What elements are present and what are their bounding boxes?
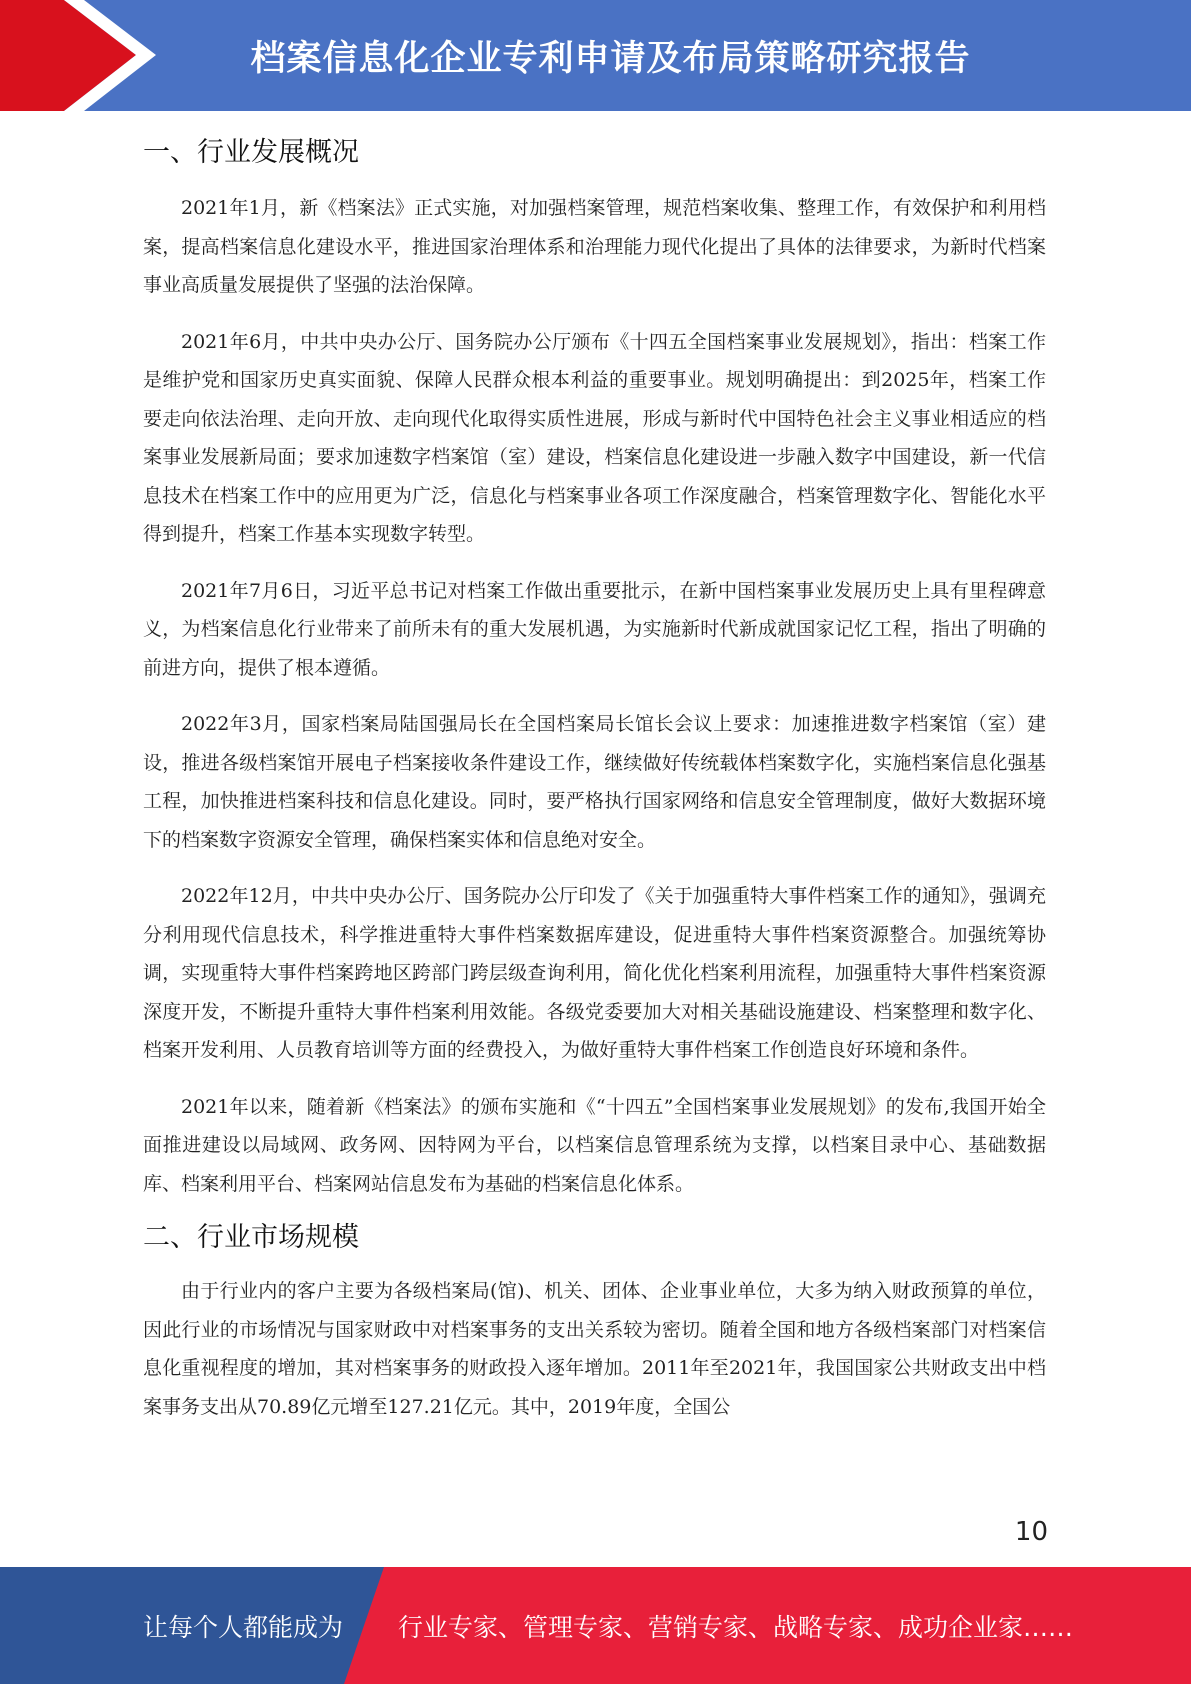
document-body bbox=[143, 130, 1046, 1426]
section-heading-market-size: 二、行业市场规模 bbox=[143, 1222, 359, 1253]
paragraph: 2022年3月，国家档案局陆国强局长在全国档案局长馆长会议上要求：加速推进数字档案馆（室）建设，推进各级档案馆开展电子档案接收条件建设工作，继续做好传统载体档案数字化，实施档案信息化强基工程，加快推进档案科技和信息化建设。同时，要严格执行国家网络和信息安全管理制度，做好大数据环境下的档案数字资源安全管理，确保档案实体和信息绝对安全。 bbox=[143, 713, 1046, 851]
paragraph: 2021年1月，新《档案法》正式实施，对加强档案管理，规范档案收集、整理工作，有效保护和利用档案，提高档案信息化建设水平，推进国家治理体系和治理能力现代化提出了具体的法律要求，为新时代档案事业高质量发展提供了坚强的法治保障。 bbox=[143, 197, 1046, 296]
section-heading-overview: 一、行业发展概况 bbox=[143, 137, 359, 168]
page-number: 10 bbox=[1014, 1517, 1048, 1547]
page-footer bbox=[0, 1567, 1191, 1684]
paragraph: 2021年7月6日，习近平总书记对档案工作做出重要批示，在新中国档案事业发展历史上具有里程碑意义，为档案信息化行业带来了前所未有的重大发展机遇，为实施新时代新成就国家记忆工程，指出了明确的前进方向，提供了根本遵循。 bbox=[143, 579, 1046, 679]
page-header bbox=[0, 0, 1191, 111]
paragraph: 2022年12月，中共中央办公厅、国务院办公厅印发了《关于加强重特大事件档案工作的通知》，强调充分利用现代信息技术，科学推进重特大事件档案数据库建设，促进重特大事件档案资源整合。加强统筹协调，实现重特大事件档案跨地区跨部门跨层级查询利用，简化优化档案利用流程，加强重特大事件档案资源深度开发，不断提升重特大事件档案利用效能。各级党委要加大对相关基础设施建设、档案整理和数字化、档案开发利用、人员教育培训等方面的经费投入，为做好重特大事件档案工作创造良好环境和条件。 bbox=[143, 885, 1046, 1061]
report-title: 档案信息化企业专利申请及布局策略研究报告 bbox=[250, 38, 971, 79]
paragraph: 由于行业内的客户主要为各级档案局(馆)、机关、团体、企业事业单位，大多为纳入财政预算的单位，因此行业的市场情况与国家财政中对档案事务的支出关系较为密切。随着全国和地方各级档案部门对档案信息化重视程度的增加，其对档案事务的财政投入逐年增加。2011年至2021年，我国国家公共财政支出中档案事务支出从70.89亿元增至127.21亿元。其中，2019年度，全国公 bbox=[143, 1280, 1046, 1418]
paragraph: 2021年6月，中共中央办公厅、国务院办公厅颁布《十四五全国档案事业发展规划》，指出：档案工作是维护党和国家历史真实面貌、保障人民群众根本利益的重要事业。规划明确提出：到2025年，档案工作要走向依法治理、走向开放、走向现代化取得实质性进展，形成与新时代中国特色社会主义事业相适应的档案事业发展新局面；要求加速数字档案馆（室）建设，档案信息化建设进一步融入数字中国建设，新一代信息技术在档案工作中的应用更为广泛，信息化与档案事业各项工作深度融合，档案管理数字化、智能化水平得到提升，档案工作基本实现数字转型。 bbox=[143, 330, 1046, 545]
header-arrow-decoration bbox=[0, 0, 160, 111]
paragraph: 2021年以来，随着新《档案法》的颁布实施和《“十四五”全国档案事业发展规划》的发布,我国开始全面推进建设以局域网、政务网、因特网为平台，以档案信息管理系统为支撑，以档案目录中心、基础数据库、档案利用平台、档案网站信息发布为基础的档案信息化体系。 bbox=[143, 1095, 1046, 1195]
footer-slogan-left: 让每个人都能成为 bbox=[143, 1612, 344, 1642]
footer-slogan-right: 行业专家、管理专家、营销专家、战略专家、成功企业家…… bbox=[398, 1612, 1074, 1642]
